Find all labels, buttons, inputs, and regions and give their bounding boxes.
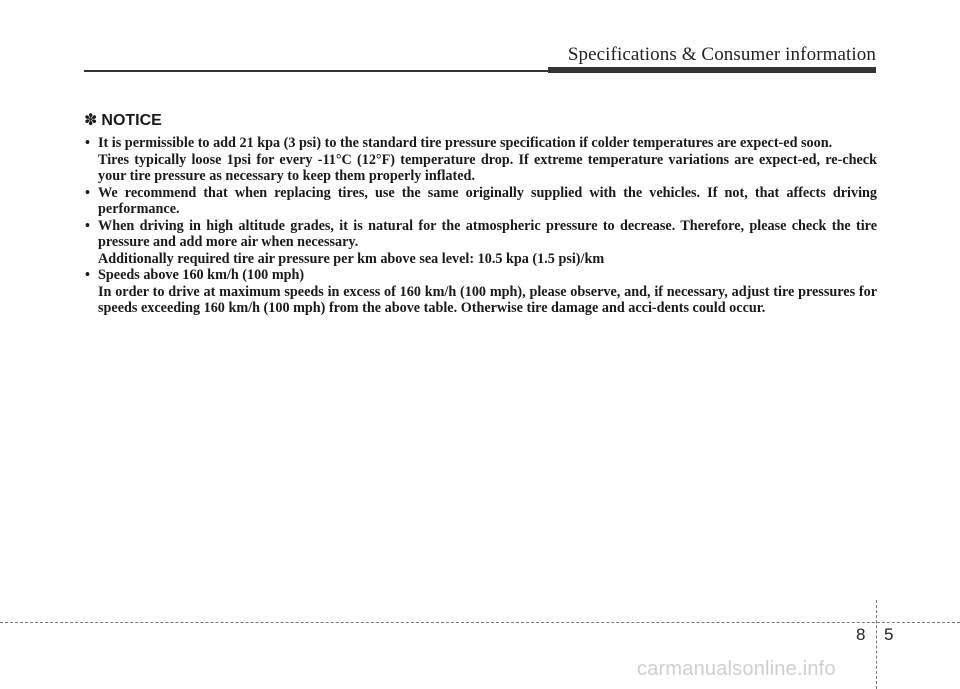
bullet-icon: • [85,135,90,151]
notice-item [84,267,877,317]
section-title: Specifications & Consumer information [567,44,876,65]
page-number: 5 [884,625,894,644]
notice-item [84,218,877,268]
chapter-number: 8 [856,625,866,644]
notice-paragraph: We recommend that when replacing tires, use the same originally supplied with the vehicles. If not, that affects driving performance. [98,184,877,217]
notice-paragraph: When driving in high altitude grades, it is natural for the atmospheric pressure to decrease. Therefore, please check the tire pressure and add more air when necessary. [98,217,877,250]
notice-heading [84,112,877,130]
header-rule [84,70,554,72]
asterisk-icon: ✽ [84,112,98,129]
notice-heading-label: NOTICE [101,112,162,129]
notice-paragraph: Tires typically loose 1psi for every -11°C (12°F) temperature drop. If extreme temperature variations are expect-ed, re-check your tire pressure as necessary to keep them properly inflated. [98,151,877,184]
notice-list [84,135,877,317]
bullet-icon: • [85,267,90,283]
notice-paragraph: It is permissible to add 21 kpa (3 psi) to the standard tire pressure specification if colder temperatures are expect-ed soon. [98,135,833,151]
notice-box [84,112,877,317]
notice-item [84,185,877,218]
notice-paragraph: Speeds above 160 km/h (100 mph) [98,267,305,283]
notice-item [84,135,877,185]
notice-paragraph: In order to drive at maximum speeds in excess of 160 km/h (100 mph), please observe, and, if necessary, adjust tire pressures for speeds exceeding 160 km/h (100 mph) from the above table. Otherwise tire damage and acci-dents could occur. [98,283,877,316]
notice-paragraph: Additionally required tire air pressure per km above sea level: 10.5 kpa (1.5 psi)/km [98,250,605,267]
bullet-icon: • [85,217,90,234]
footer-rule [0,622,960,623]
footer-divider [876,600,877,689]
watermark-text: carmanualsonline.info [637,658,836,680]
bullet-icon: • [85,184,90,201]
header-rule-accent [548,67,876,73]
